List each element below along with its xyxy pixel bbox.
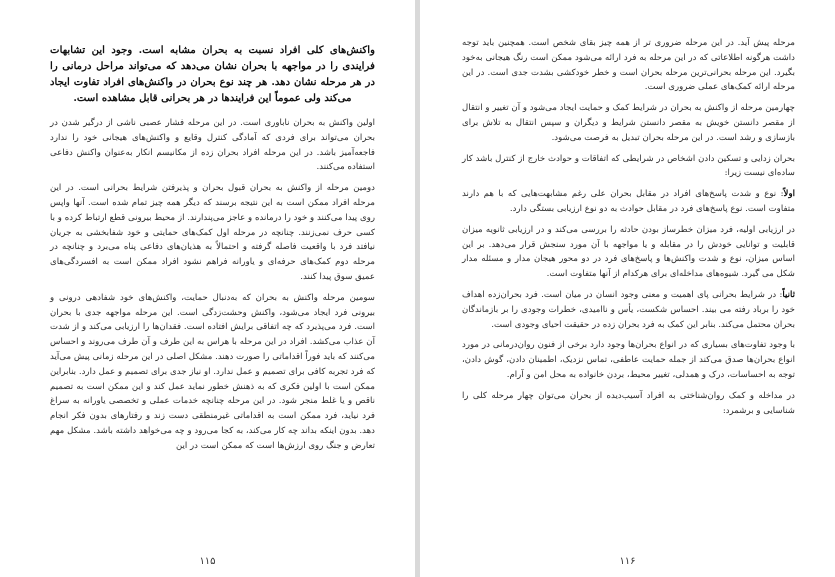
point-text: : نوع و شدت پاسخ‌های افراد در مقابل بحران علی رغم مشابهت‌هایی که با هم دارند متفاوت است. نوع پاسخ‌های فرد در مقابل حوادث به دو نوع ارزیابی بستگی دارد. (462, 189, 795, 214)
paragraph: با وجود تفاوت‌های بسیاری که در انواع بحران‌ها وجود دارد برخی از فنون روان‌درمانی در مورد انواع بحران‌ها صدق می‌کند از جمله حمایت عاطفی، تماس نزدیک، اطمینان دادن، گوش دادن، توجه به احساسات، درک و همدلی، تغییر محیط، بردن خانواده به محل امن و آرام. (462, 340, 795, 380)
left-page (0, 0, 415, 577)
numbered-point (462, 288, 795, 332)
paragraph: دومین مرحله از واکنش به بحران قبول بحران و پذیرفتن شرایط بحرانی است. در این مرحله افراد ممکن است به این نتیجه برسند که دیگر همه چیز تمام شده است. آنها واپس روی پیدا می‌کنند و خود را درمانده و عاجز می‌پندارند. از محیط بیرونی قطع ارتباط کرده و با کسی حرف نمی‌زنند. چنانچه در مرحله اول کمک‌های حمایتی و خود شفابخشی به جریان نیافتد فرد با واقعیت فاصله گرفته و احتمالاً به هذیان‌های دفاعی پناه می‌برد و چنانچه در مرحله دوم کمک‌های حرفه‌ای و یاورانه فراهم نشود افراد ممکن است به افسردگی‌های عمیق سوق پیدا کنند. (50, 183, 375, 282)
paragraph: اولین واکنش به بحران ناباوری است. در این مرحله فشار عصبی ناشی از درگیر شدن در بحران می‌تواند برای فردی که آمادگی کنترل وقایع و واکنش‌های هیجانی خود را ندارد فاجعه‌آمیز باشد. در این مرحله افراد بحران زده از مکانیسم انکار به‌عنوان واکنش دفاعی استفاده می‌کنند. (50, 118, 375, 173)
paragraph: بحران زدایی و تسکین دادن اشخاص در شرایطی که اتفاقات و حوادث خارج از کنترل باشد کار ساده‌ای نیست زیرا: (462, 153, 795, 179)
paragraph: مرحله پیش آید. در این مرحله ضروری تر از همه چیز بقای شخص است. همچنین باید توجه داشت هرگونه اطلاعاتی که در این مرحله به فرد ارائه می‌شود ممکن است رنگ هیجانی به‌خود بگیرد. این مرحله بحرانی‌ترین مرحله بحران است و خطر خودکشی بشدت جدی است. در این مرحله ارائه کمک‌های عملی ضروری است. (462, 38, 795, 93)
right-page (420, 0, 835, 577)
page-number: ۱۱۶ (619, 556, 636, 567)
paragraph: سومین مرحله واکنش به بحران که به‌دنبال حمایت، واکنش‌های خود شفادهی درونی و بیرونی فرد ایجاد می‌شود، واکنش وحشت‌زدگی است. این مرحله مواجهه جدی با بحران است. فرد می‌پذیرد که چه اتفاقی برایش افتاده است. فقدان‌ها را ارزیابی می‌کند و از شدت آن عذاب می‌کشد. افراد در این مرحله با هراس به این طرف و آن طرف می‌روند و احساس می‌کنند که باید فوراً اقداماتی را صورت دهند. مشکل اصلی در این مرحله زمانی پیش می‌آید که فرد تجربه کافی برای تصمیم و عمل ندارد. او نیاز جدی برای تصمیم و عمل دارد. بنابراین ممکن است با اولین فکری که به ذهنش خطور نماید عمل کند و این ممکن است به تصمیم ناقص و یا غلط منجر شود. در این مرحله چنانچه خدمات عملی و تخصصی یاورانه به سراغ فرد نیاید، فرد ممکن است به اقداماتی غیرمنطقی دست زند و رفتارهای بدون فکر انجام دهد. بدون اینکه بداند چه کار می‌کند، به کجا می‌رود و چه می‌خواهد داشته باشد. مشکل مهم تعارض و جنگ روی ارزش‌ها است که ممکن است در این (50, 292, 375, 451)
point-label: اولاً (783, 189, 795, 200)
numbered-point (462, 187, 795, 217)
section-heading: واکنش‌های کلی افراد نسبت به بحران مشابه است. وجود این تشابهات فرایندی را در مواجهه با بحران نشان می‌دهد که می‌تواند مراحل درمانی را در هر مرحله نشان دهد. هر چند نوع بحران در واکنش‌های افراد تفاوت ایجاد می‌کند ولی عموماً این فرایندها در هر بحرانی قابل مشاهده است. (50, 44, 375, 104)
paragraph: در مداخله و کمک روان‌شناختی به افراد آسیب‌دیده از بحران می‌توان چهار مرحله کلی را شناسایی و برشمرد: (462, 390, 795, 416)
right-page-content (462, 36, 795, 541)
paragraph: در ارزیابی اولیه، فرد میزان خطرساز بودن حادثه را بررسی می‌کند و در ارزیابی ثانویه میزان قابلیت و توانایی خودش را در مقابله و یا مواجهه با آن مورد سنجش قرار می‌دهد. بر این اساس میزان، نوع و شدت واکنش‌ها و پاسخ‌های فرد در دو محور هیجان مدار و مسئله مدار شکل می گیرد. شیوه‌های مداخله‌ای برای هرکدام از آنها متفاوت است. (462, 224, 795, 280)
paragraph: چهارمین مرحله از واکنش به بحران در شرایط کمک و حمایت ایجاد می‌شود و آن تغییر و انتقال از مقصر دانستن خویش به مقصر دانستن شرایط و دیگران و سپس انتقال به تلاش برای بازسازی و رشد است. در این مرحله بحران تبدیل به فرصت می‌شود. (462, 103, 795, 143)
point-label: ثانیاً (782, 289, 795, 300)
point-text: : در شرایط بحرانی پای اهمیت و معنی وجود انسان در میان است. فرد بحران‌زده اهداف خود را برباد رفته می بیند. احساس شکست، یأس و ناامیدی، خطرات وجودی را بر بازماندگان بحران محتمل می‌کند. بنابر این کمک به فرد بحران زده در حقیقت احیای وجودی است. (462, 289, 795, 330)
page-number: ۱۱۵ (199, 556, 216, 567)
left-page-content (50, 36, 375, 541)
